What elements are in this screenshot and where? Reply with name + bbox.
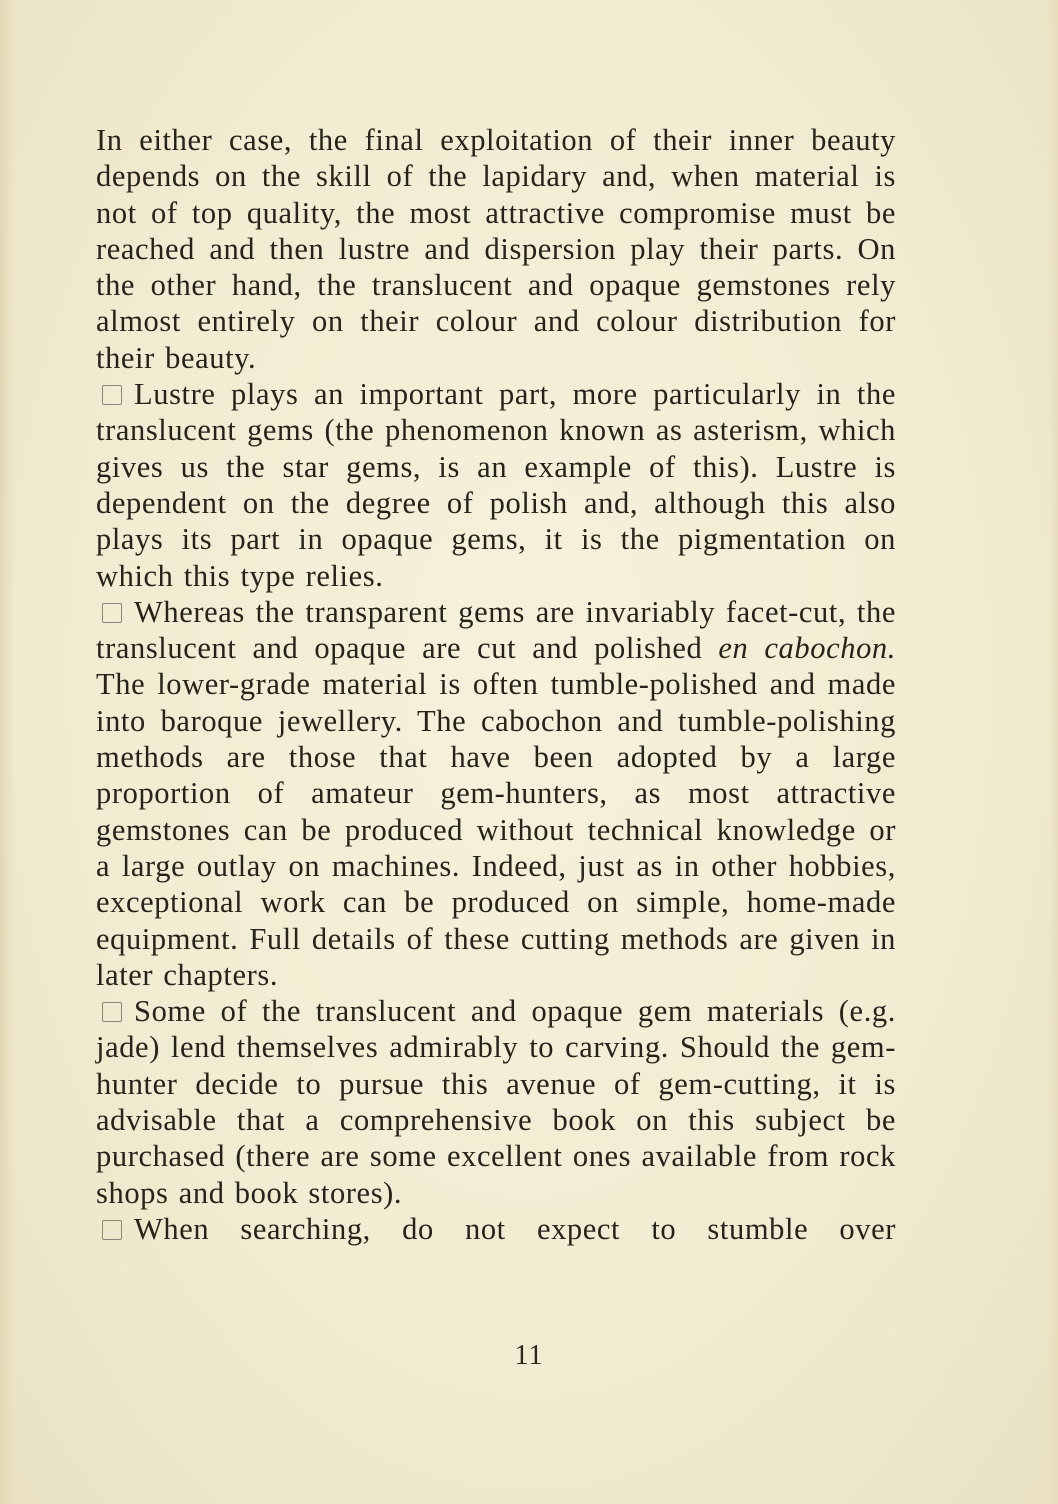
open-square-icon [102, 385, 122, 405]
italic-term: en cabochon. [718, 631, 896, 666]
page-shadow-left [0, 0, 14, 1504]
open-square-icon [102, 1002, 122, 1022]
paragraph-text: When searching, do not expect to stumble over [134, 1211, 896, 1246]
paragraph-1 [96, 122, 896, 376]
page-shadow-right [1048, 0, 1058, 1504]
open-square-icon [102, 1220, 122, 1240]
open-square-icon [102, 603, 122, 623]
body-text [96, 122, 896, 1247]
paragraph-4 [96, 993, 896, 1211]
paragraph-5 [96, 1211, 896, 1247]
paragraph-text: Lustre plays an important part, more particularly in the translucent gems (the phenomenon known as asterism, which gives us the star gems, is an example of this). Lustre is dependent on the degree of polish and, although this also plays its part in opaque gems, it is the pigmentation on which this type relies. [96, 377, 896, 593]
paragraph-text-continued: The lower-grade material is often tumble-polished and made into baroque jewellery. The cabochon and tumble-polishing methods are those that have been adopted by a large proportion of amateur gem-hunters, as most attractive gemstones can be produced without technical knowledge or a large outlay on machines. Indeed, just as in other hobbies, exceptional work can be produced on simple, home-made equipment. Full details of these cutting methods are given in later chapters. [96, 667, 896, 992]
page-number: 11 [514, 1340, 544, 1371]
paragraph-2 [96, 376, 896, 594]
paragraph-text: Some of the translucent and opaque gem materials (e.g. jade) lend themselves admirably to carving. Should the gem-hunter decide to pursue this avenue of gem-cutting, it is advisable that a comprehensive book on this subject be purchased (there are some excellent ones available from rock shops and book stores). [96, 994, 896, 1210]
paragraph-3 [96, 594, 896, 993]
paragraph-text: Whereas the transparent gems are invariably facet-cut, the translucent and opaque are cut and polished [96, 594, 896, 666]
paragraph-text: In either case, the final exploitation of their inner beauty depends on the skill of the lapidary and, when material is not of top quality, the most attractive compromise must be reached and then lustre and dispersion play their parts. On the other hand, the translucent and opaque gemstones rely almost entirely on their colour and colour distribution for their beauty. [96, 123, 896, 375]
